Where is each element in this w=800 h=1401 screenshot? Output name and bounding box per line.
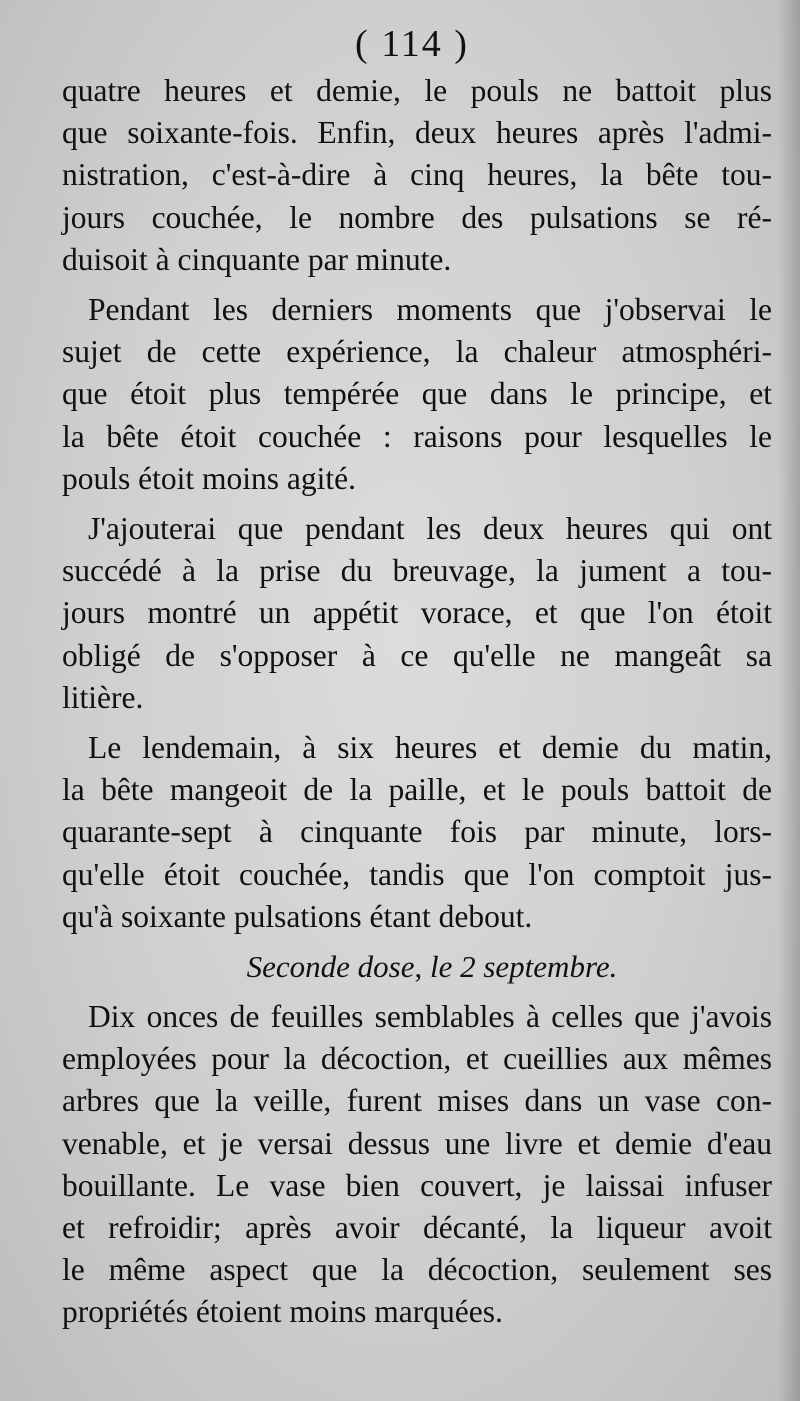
text-line: bouillante. Le vase bien couvert, je laissai infuser (62, 1167, 772, 1203)
text-line: qu'elle étoit couchée, tandis que l'on comptoit jus- (62, 856, 772, 892)
text-line: arbres que la veille, furent mises dans un vase con- (62, 1083, 772, 1119)
text-line: qu'à soixante pulsations étant debout. (62, 898, 533, 934)
text-line: litière. (62, 679, 144, 715)
text-line: J'ajouterai que pendant les deux heures qui ont (88, 511, 772, 547)
text-line: jours couchée, le nombre des pulsations se ré- (62, 199, 772, 235)
text-line: venable, et je versai dessus une livre et demie d'eau (62, 1125, 772, 1161)
text-line: propriétés étoient moins marquées. (62, 1294, 503, 1330)
section-heading (62, 946, 772, 988)
text-line: employées pour la décoction, et cueillies aux mêmes (62, 1041, 772, 1077)
text-line: duisoit à cinquante par minute. (62, 241, 452, 277)
text-line: pouls étoit moins agité. (62, 460, 356, 496)
paragraph-3 (62, 508, 772, 719)
text-line: Pendant les derniers moments que j'observai le (88, 292, 772, 328)
text-line: que étoit plus tempérée que dans le principe, et (62, 376, 772, 412)
text-line: et refroidir; après avoir décanté, la liqueur avoit (62, 1210, 772, 1246)
text-line: nistration, c'est-à-dire à cinq heures, la bête tou- (62, 157, 772, 193)
paragraph-4 (62, 727, 772, 938)
text-line: quatre heures et demie, le pouls ne battoit plus (62, 73, 772, 108)
paragraph-5 (62, 996, 772, 1334)
text-line: la bête étoit couchée : raisons pour lesquelles le (62, 418, 772, 454)
text-line: Dix onces de feuilles semblables à celles que j'avois (88, 999, 772, 1035)
text-line: Le lendemain, à six heures et demie du matin, (88, 730, 772, 766)
text-line: que soixante-fois. Enfin, deux heures après l'admi- (62, 115, 772, 151)
section-heading-title: Seconde dose (246, 949, 415, 985)
paragraph-2 (62, 289, 772, 500)
text-line: quarante-sept à cinquante fois par minute, lors- (62, 814, 772, 850)
text-line: obligé de s'opposer à ce qu'elle ne mangeât sa (62, 637, 772, 673)
page-number: ( 114 ) (355, 23, 469, 65)
body-text (62, 70, 772, 1334)
text-line: jours montré un appétit vorace, et que l'on étoit (62, 595, 772, 631)
text-line: succédé à la prise du breuvage, la jument a tou- (62, 553, 772, 589)
text-line: le même aspect que la décoction, seulement ses (62, 1252, 772, 1288)
text-line: la bête mangeoit de la paille, et le pouls battoit de (62, 772, 772, 808)
paragraph-1 (62, 70, 772, 281)
section-heading-separator: , (414, 949, 430, 985)
section-heading-date: le 2 septembre. (429, 949, 618, 985)
text-line: sujet de cette expérience, la chaleur atmosphéri- (62, 334, 772, 370)
